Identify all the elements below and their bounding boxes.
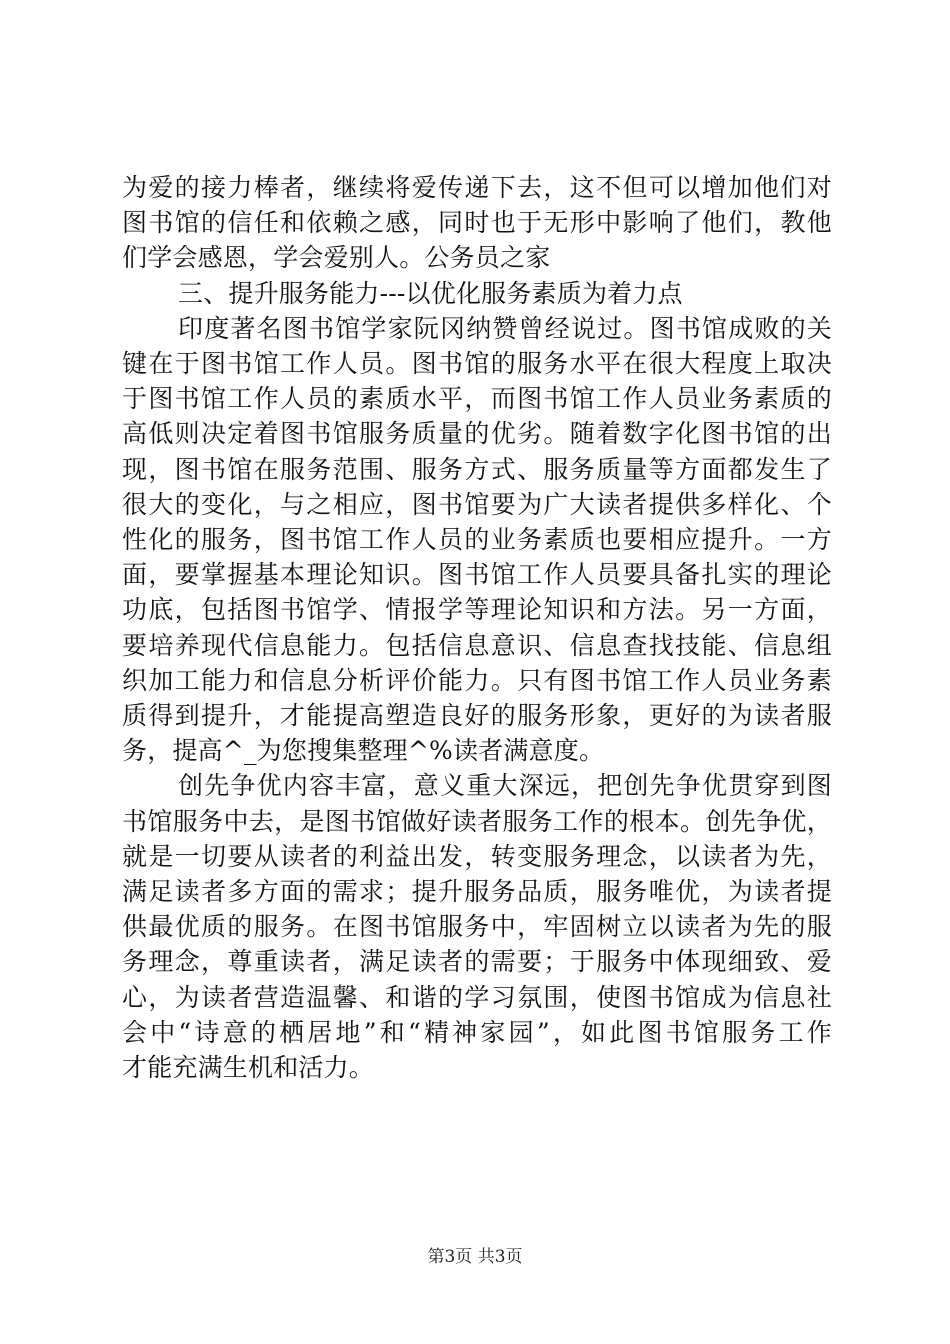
text-line: 供最优质的服务。在图书馆服务中，牢固树立以读者为先的服 [122, 912, 832, 942]
paragraph [122, 170, 832, 276]
text-line: 图书馆的信任和依赖之感，同时也于无形中影响了他们，教他 [122, 208, 832, 238]
text-line: 现，图书馆在服务范围、服务方式、服务质量等方面都发生了 [122, 454, 832, 484]
text-line: 创先争优内容丰富，意义重大深远，把创先争优贯穿到图 [178, 771, 832, 801]
text-line: 才能充满生机和活力。 [122, 1053, 375, 1083]
text-line: 织加工能力和信息分析评价能力。只有图书馆工作人员业务素 [122, 665, 832, 695]
text-line: 就是一切要从读者的利益出发，转变服务理念，以读者为先， [122, 841, 832, 871]
paragraph [122, 311, 832, 769]
text-line: 质得到提升，才能提高塑造良好的服务形象，更好的为读者服 [122, 701, 832, 731]
text-line: 们学会感恩，学会爱别人。公务员之家 [122, 243, 551, 273]
text-line: 为爱的接力棒者，继续将爱传递下去，这不但可以增加他们对 [122, 173, 832, 202]
text-line: 性化的服务，图书馆工作人员的业务素质也要相应提升。一方 [122, 525, 832, 555]
text-line: 满足读者多方面的需求；提升服务品质，服务唯优，为读者提 [122, 877, 832, 907]
text-line: 键在于图书馆工作人员。图书馆的服务水平在很大程度上取决 [122, 349, 832, 379]
document-body [122, 170, 832, 1085]
text-line: 于图书馆工作人员的素质水平，而图书馆工作人员业务素质的 [122, 384, 832, 414]
text-line: 务理念，尊重读者，满足读者的需要；于服务中体现细致、爱 [122, 947, 832, 977]
text-line: 心，为读者营造温馨、和谐的学习氛围，使图书馆成为信息社 [122, 982, 832, 1012]
section-heading [122, 276, 832, 311]
text-line: 面，要掌握基本理论知识。图书馆工作人员要具备扎实的理论 [122, 560, 832, 590]
text-line: 功底，包括图书馆学、情报学等理论知识和方法。另一方面， [122, 595, 832, 625]
paragraph [122, 768, 832, 1085]
page-number-footer: 第3页 共3页 [427, 1247, 523, 1267]
text-line: 务，提高^_为您搜集整理^%读者满意度。 [122, 736, 605, 766]
text-line: 三、提升服务能力---以优化服务素质为着力点 [178, 278, 683, 308]
text-line: 高低则决定着图书馆服务质量的优劣。随着数字化图书馆的出 [122, 419, 832, 449]
text-line: 要培养现代信息能力。包括信息意识、信息查找技能、信息组 [122, 630, 832, 660]
text-line: 很大的变化，与之相应，图书馆要为广大读者提供多样化、个 [122, 489, 832, 519]
text-line: 会中“诗意的栖居地”和“精神家园”，如此图书馆服务工作 [122, 1017, 832, 1047]
text-line: 书馆服务中去，是图书馆做好读者服务工作的根本。创先争优， [122, 806, 832, 836]
text-line: 印度著名图书馆学家阮冈纳赞曾经说过。图书馆成败的关 [178, 313, 832, 343]
